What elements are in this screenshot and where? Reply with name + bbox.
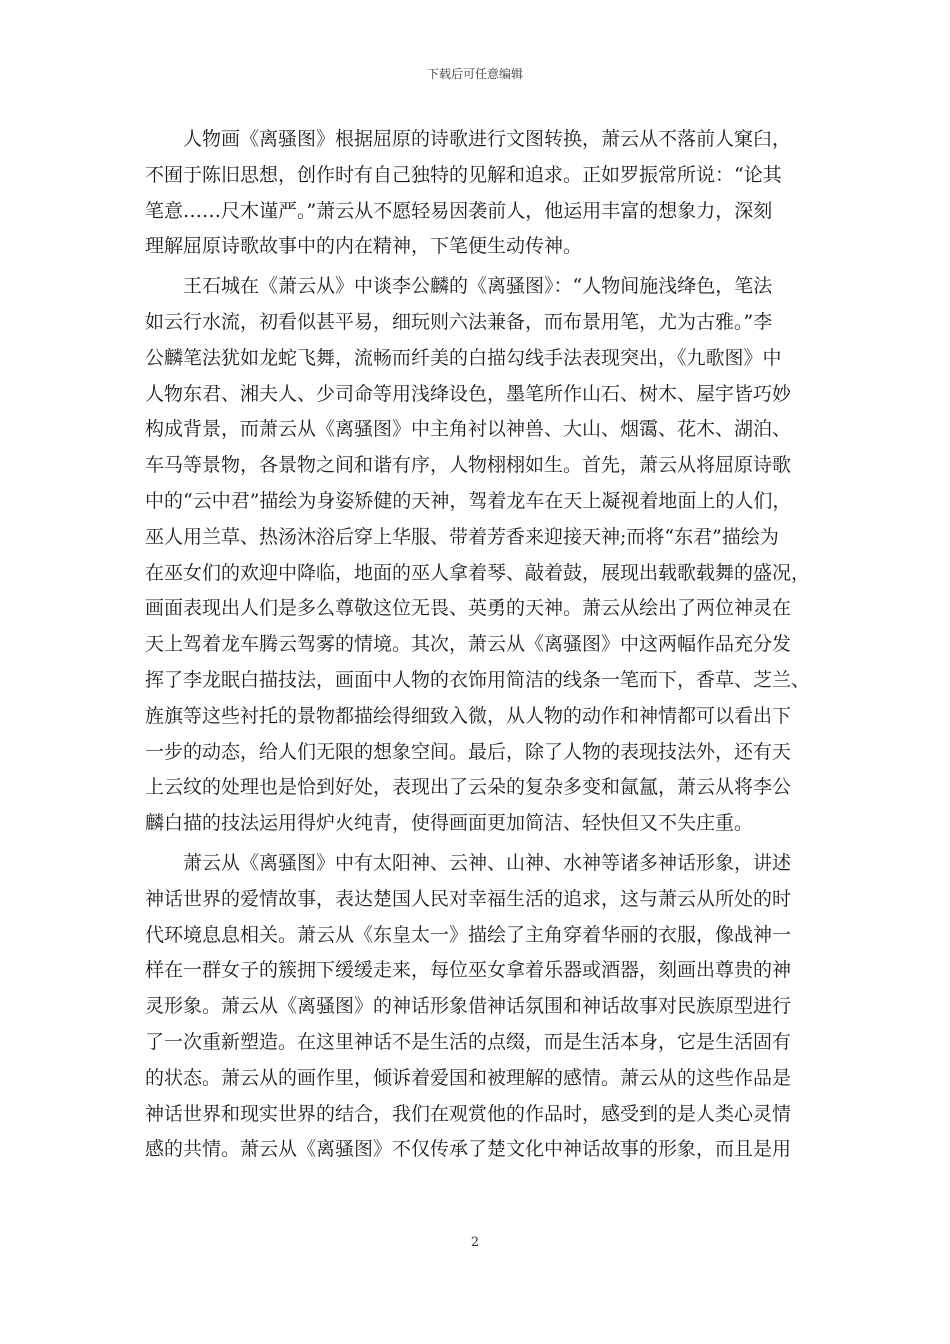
text-line: 车马等景物，各景物之间和谐有序，人物栩栩如生。首先，萧云从将屈原诗歌 [145,454,792,477]
text-line: 代环境息息相关。萧云从《东皇太一》描绘了主角穿着华丽的衣服，像战神一 [145,923,792,946]
text-line: 王石城在《萧云从》中谈李公麟的《离骚图》：“人物间施浅绛色，笔法 [183,275,773,298]
text-line: 公麟笔法犹如龙蛇飞舞，流畅而纤美的白描勾线手法表现突出，《九歌图》中 [145,346,782,369]
text-line: 麟白描的技法运用得炉火纯青，使得画面更加简洁、轻快但又不失庄重。 [145,812,754,835]
text-line: 的状态。萧云从的画作里，倾诉着爱国和被理解的感情。萧云从的这些作品是 [145,1066,792,1089]
text-line: 感的共情。萧云从《离骚图》不仅传承了楚文化中神话故事的形象，而且是用 [145,1138,792,1161]
document-body [145,122,811,1172]
text-line: 神话世界的爱情故事，表达楚国人民对幸福生活的追求，这与萧云从所处的时 [145,887,792,910]
text-line: 了一次重新塑造。在这里神话不是生活的点缀，而是生活本身，它是生活固有 [145,1030,792,1053]
text-line: 不囿于陈旧思想，创作时有自己独特的见解和追求。正如罗振常所说：“论其 [145,163,782,186]
paragraph-3 [145,846,807,1168]
text-line: 挥了李龙眠白描技法，画面中人物的衣饰用简洁的线条一笔而下，香草、芝兰、 [145,668,811,691]
text-line: 灵形象。萧云从《离骚图》的神话形象借神话氛围和神话故事对民族原型进行 [145,995,792,1018]
text-line: 一步的动态，给人们无限的想象空间。最后，除了人物的表现技法外，还有天 [145,740,792,763]
text-line: 旌旗等这些衬托的景物都描绘得细致入微，从人物的动作和神情都可以看出下 [145,704,792,727]
text-line: 上云纹的处理也是恰到好处，表现出了云朵的复杂多变和氤氲，萧云从将李公 [145,776,792,799]
text-line: 构成背景，而萧云从《离骚图》中主角衬以神兽、大山、烟霭、花木、湖泊、 [145,418,792,441]
page-header-note: 下载后可任意编辑 [426,67,523,81]
paragraph-1 [145,122,807,265]
text-line: 画面表现出人们是多么尊敬这位无畏、英勇的天神。萧云从绘出了两位神灵在 [145,597,792,620]
text-line: 样在一群女子的簇拥下缓缓走来，每位巫女拿着乐器或酒器，刻画出尊贵的神 [145,959,792,982]
text-line: 萧云从《离骚图》中有太阳神、云神、山神、水神等诸多神话形象，讲述 [183,851,792,874]
text-line: 天上驾着龙车腾云驾雾的情境。其次，萧云从《离骚图》中这两幅作品充分发 [145,633,792,656]
text-line: 如云行水流，初看似甚平易，细玩则六法兼备，而布景用笔，尤为古雅。”李 [145,310,773,333]
text-line: 中的“云中君”描绘为身姿矫健的天神，驾着龙车在天上凝视着地面上的人们， [145,489,792,512]
text-line: 理解屈原诗歌故事中的内在精神，下笔便生动传神。 [145,235,583,258]
text-line: 在巫女们的欢迎中降临，地面的巫人拿着琴、敲着鼓，展现出载歌载舞的盛况， [145,561,811,584]
paragraph-2 [145,269,811,842]
page-number: 2 [470,1235,480,1250]
text-line: 人物画《离骚图》根据屈原的诗歌进行文图转换，萧云从不落前人窠臼， [183,128,792,150]
text-line: 人物东君、湘夫人、少司命等用浅绛设色，墨笔所作山石、树木、屋宇皆巧妙 [145,382,792,405]
text-line: 笔意……尺木谨严。”萧云从不愿轻易因袭前人，他运用丰富的想象力，深刻 [145,199,773,222]
text-line: 巫人用兰草、热汤沐浴后穿上华服、带着芳香来迎接天神;而将“东君”描绘为 [145,525,779,548]
text-line: 神话世界和现实世界的结合，我们在观赏他的作品时，感受到的是人类心灵情 [145,1102,792,1125]
